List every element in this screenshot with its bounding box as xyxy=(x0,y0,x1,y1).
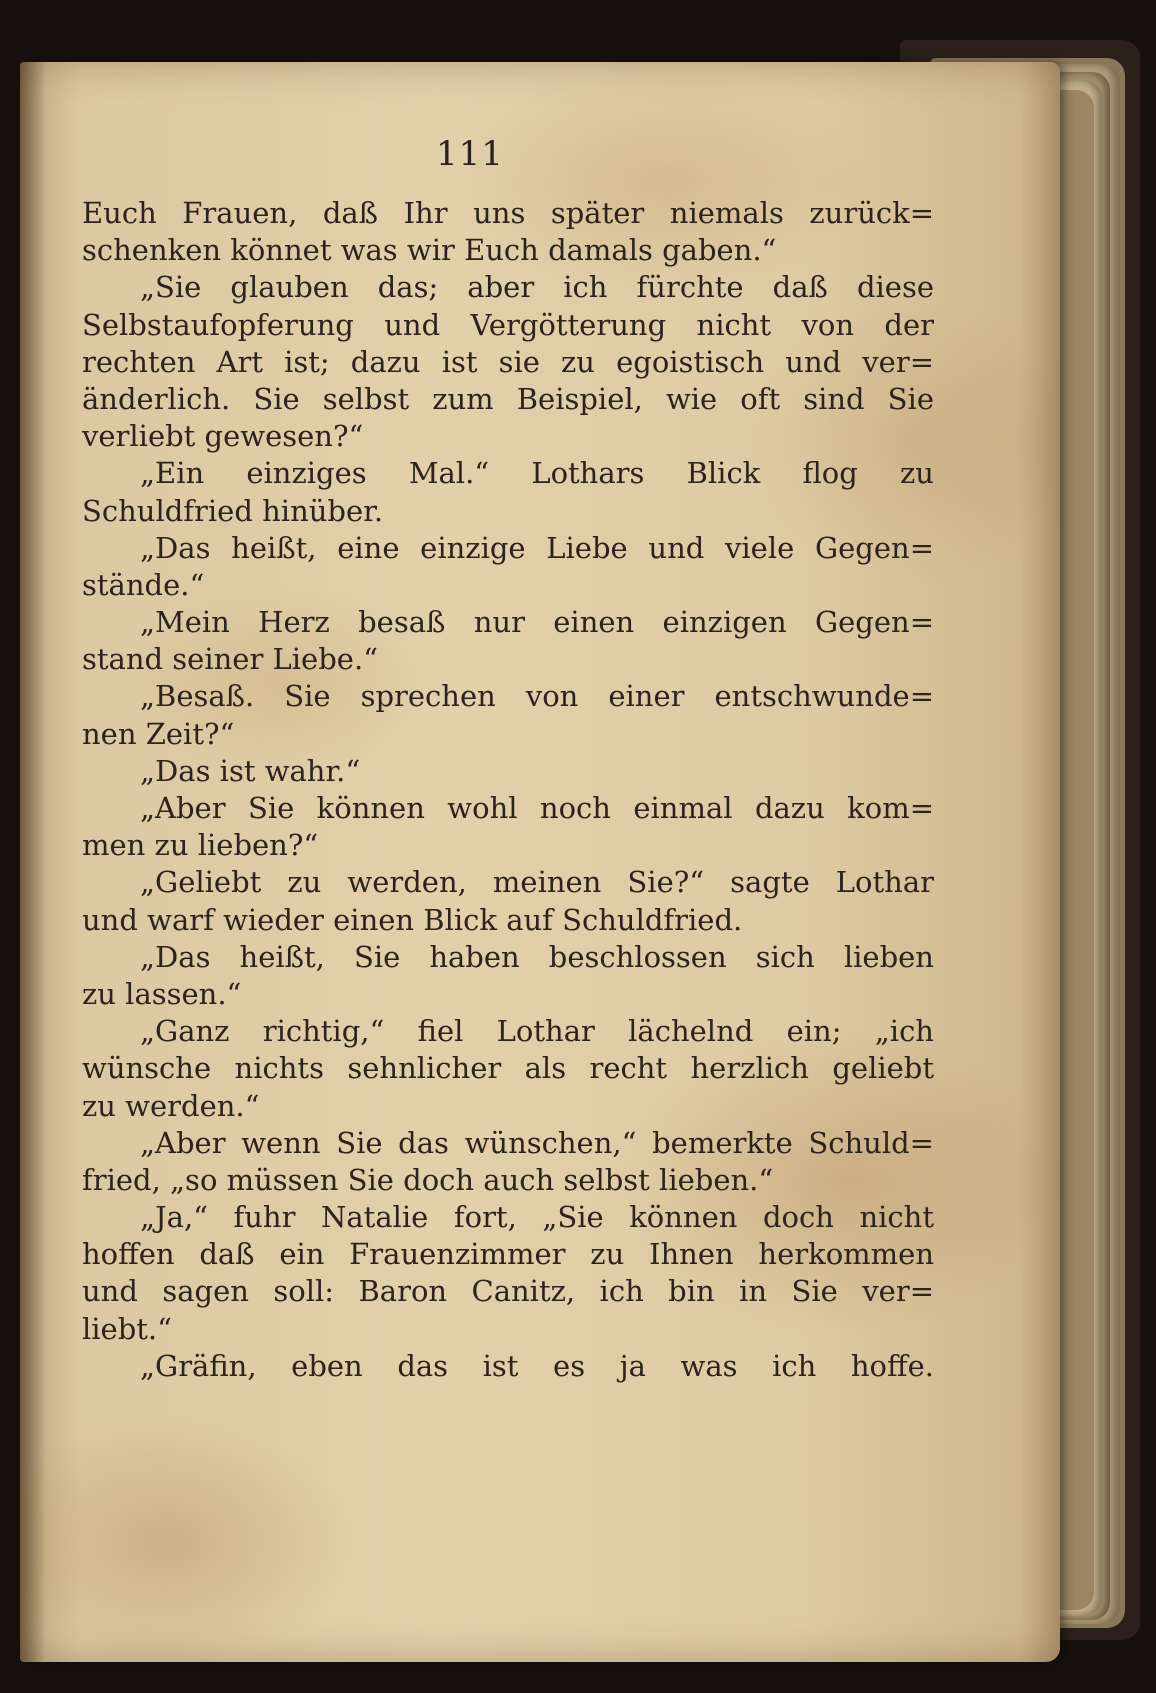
text-line: „Aber wenn Sie das wünschen,“ bemerkte Schuld= xyxy=(140,1125,934,1160)
text-line: hoffen daß ein Frauenzimmer zu Ihnen herkommen xyxy=(82,1237,934,1272)
text-line: änderlich. Sie selbst zum Beispiel, wie oft sind Sie xyxy=(82,381,934,416)
text-line: Schuldfried hinüber. xyxy=(82,493,384,528)
text-line: „Besaß. Sie sprechen von einer entschwunde= xyxy=(140,679,934,714)
text-line: „Das heißt, eine einzige Liebe und viele Gegen= xyxy=(140,530,934,565)
page-gutter xyxy=(20,62,46,1662)
text-line: „Das ist wahr.“ xyxy=(140,753,361,788)
text-line: „Ja,“ fuhr Natalie fort, „Sie können doch nicht xyxy=(140,1200,934,1235)
text-line: stände.“ xyxy=(82,567,205,602)
text-line: „Sie glauben das; aber ich fürchte daß diese xyxy=(140,270,934,305)
text-line: „Geliebt zu werden, meinen Sie?“ sagte Lothar xyxy=(140,865,934,900)
text-line: Euch Frauen, daß Ihr uns später niemals zurück= xyxy=(82,196,934,230)
book-page xyxy=(20,62,1060,1662)
text-line: stand seiner Liebe.“ xyxy=(82,642,378,677)
text-line: „Gräfin, eben das ist es ja was ich hoffe. xyxy=(140,1348,934,1383)
text-line: verliebt gewesen?“ xyxy=(82,419,364,454)
text-line: „Ein einziges Mal.“ Lothars Blick flog zu xyxy=(140,456,934,491)
text-line: rechten Art ist; dazu ist sie zu egoistisch und ver= xyxy=(82,344,934,379)
text-line: nen Zeit?“ xyxy=(82,716,235,751)
text-line: „Ganz richtig,“ fiel Lothar lächelnd ein; „ich xyxy=(140,1014,934,1049)
text-line: zu werden.“ xyxy=(82,1088,260,1123)
text-line: fried, „so müssen Sie doch auch selbst lieben.“ xyxy=(82,1162,774,1197)
text-line: wünsche nichts sehnlicher als recht herzlich geliebt xyxy=(82,1051,934,1086)
text-line: „Das heißt, Sie haben beschlossen sich lieben xyxy=(140,939,934,974)
text-line: und sagen soll: Baron Canitz, ich bin in Sie ver= xyxy=(82,1274,934,1309)
text-line: „Mein Herz besaß nur einen einzigen Gegen= xyxy=(140,605,934,640)
text-line: liebt.“ xyxy=(82,1311,172,1346)
text-line: zu lassen.“ xyxy=(82,976,242,1011)
text-line: schenken könnet was wir Euch damals gaben.“ xyxy=(82,233,777,268)
text-line: und warf wieder einen Blick auf Schuldfried. xyxy=(82,902,743,937)
text-line: Selbstaufopferung und Vergötterung nicht von der xyxy=(82,307,934,342)
text-line: men zu lieben?“ xyxy=(82,828,319,863)
page-text xyxy=(82,195,934,1385)
page-number: 111 xyxy=(436,134,504,174)
text-line: „Aber Sie können wohl noch einmal dazu kom= xyxy=(140,791,934,825)
